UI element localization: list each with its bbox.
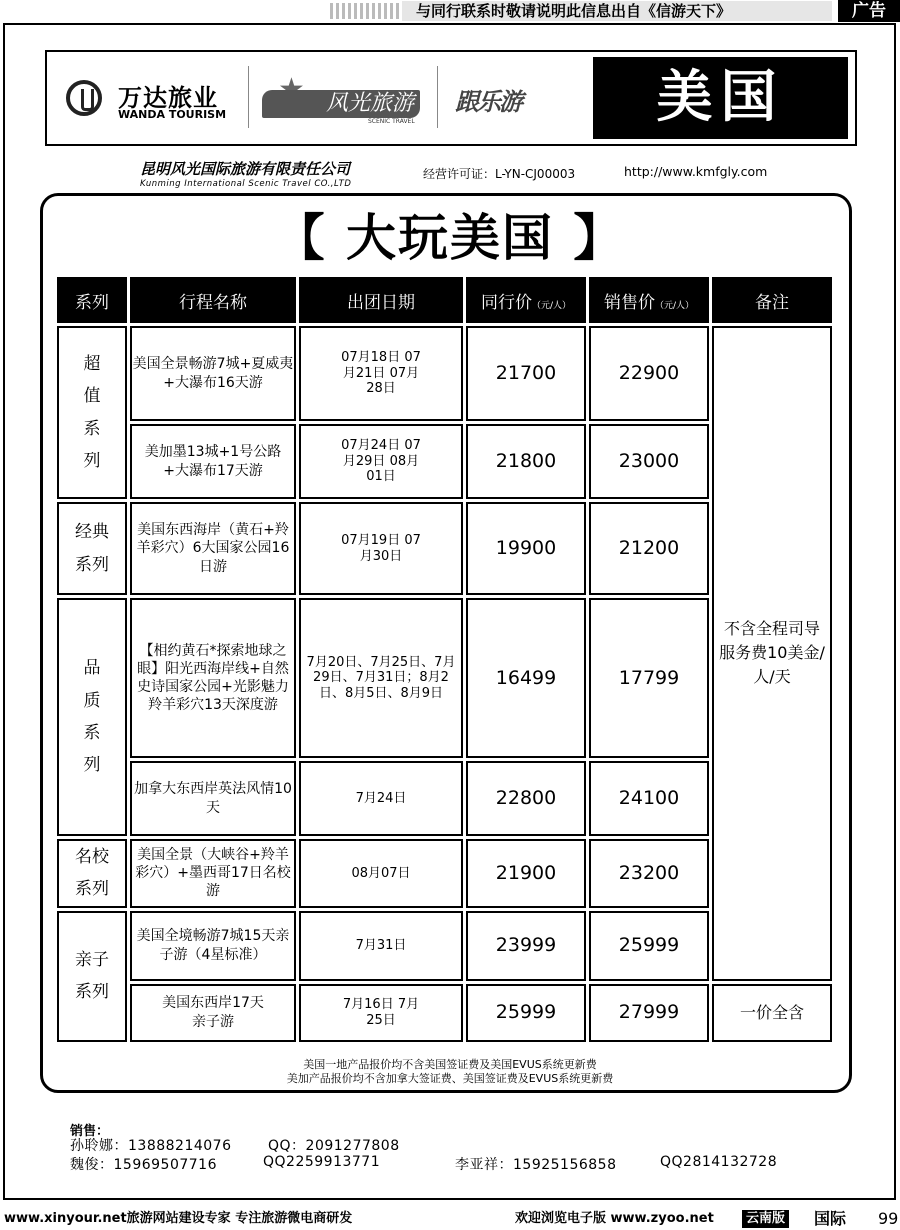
trade-price-label: 同行价 <box>480 292 532 313</box>
contact-name: 孙聆娜：13888214076 <box>70 1138 232 1154</box>
fengguang-name-en: SCENIC TRAVEL <box>368 118 415 125</box>
wanda-logo <box>62 78 242 126</box>
wanda-name: 万达旅业 <box>118 84 218 112</box>
series-cell <box>57 502 127 595</box>
headline: 【 大玩美国 】 <box>274 209 626 267</box>
col-remarks: 备注 <box>712 277 832 323</box>
route-cell: 美国全景畅游7城+夏威夷+大瀑布16天游 <box>130 326 296 421</box>
trade-price-cell: 23999 <box>466 911 586 981</box>
series-label: 名校系列 <box>75 847 109 900</box>
retail-price-cell: 23000 <box>589 424 709 499</box>
date-cell <box>299 984 463 1042</box>
col-route: 行程名称 <box>130 277 296 323</box>
banner-stripe <box>330 3 400 19</box>
retail-price-cell: 25999 <box>589 911 709 981</box>
series-label: 经典系列 <box>75 522 109 575</box>
col-series: 系列 <box>57 277 127 323</box>
route-cell: 美国全景（大峡谷+羚羊彩穴）+墨西哥17日名校游 <box>130 839 296 908</box>
company-website-link[interactable]: http://www.kmfgly.com <box>624 164 768 179</box>
series-cell <box>57 911 127 1042</box>
wanda-emblem-icon <box>66 80 102 116</box>
banner-notice: 与同行联系时敬请说明此信息出自《信游天下》 <box>402 1 832 21</box>
company-name <box>140 158 351 189</box>
table-header-row <box>57 277 832 323</box>
route-cell: 美加墨13城+1号公路+大瀑布17天游 <box>130 424 296 499</box>
route-cell: 【相约黄石*探索地球之眼】阳光西海岸线+自然史诗国家公园+光影魅力羚羊彩穴13天深度游 <box>130 598 296 758</box>
trade-price-cell: 22800 <box>466 761 586 836</box>
route-cell <box>130 984 296 1042</box>
retail-price-cell: 24100 <box>589 761 709 836</box>
page-footer <box>0 1208 900 1230</box>
date-text: 07月18日 07月21日 07月28日 <box>341 350 421 397</box>
retail-price-label: 销售价 <box>603 292 655 313</box>
retail-price-cell: 22900 <box>589 326 709 421</box>
footnote-line: 美国一地产品报价均不含美国签证费及美国EVUS系统更新费 <box>303 1058 597 1071</box>
col-trade-price <box>466 277 586 323</box>
trade-price-cell: 25999 <box>466 984 586 1042</box>
date-text: 07月24日 07月29日 08月01日 <box>341 438 421 485</box>
date-cell <box>299 424 463 499</box>
col-retail-price <box>589 277 709 323</box>
category-label: 国际 <box>814 1209 847 1228</box>
series-cell <box>57 598 127 836</box>
contact-name: 魏俊：15969507716 <box>70 1157 217 1173</box>
date-cell: 7月31日 <box>299 911 463 981</box>
route-cell: 加拿大东西岸英法风情10天 <box>130 761 296 836</box>
trade-price-cell: 21700 <box>466 326 586 421</box>
table-row <box>57 326 832 421</box>
edition-badge: 云南版 <box>742 1210 789 1228</box>
series-cell <box>57 326 127 499</box>
page-number: 99 <box>878 1209 899 1228</box>
trade-price-cell: 16499 <box>466 598 586 758</box>
logo-divider <box>437 66 438 128</box>
date-text: 07月19日 07月30日 <box>341 532 421 564</box>
remark-text: 不含全程司导服务费10美金/人/天 <box>719 619 825 687</box>
contact-qq: QQ：2091277808 <box>268 1138 400 1154</box>
table-row <box>57 984 832 1042</box>
footer-left-text: www.xinyour.net旅游网站建设专家 专注旅游微电商研发 <box>4 1211 353 1226</box>
series-label: 超值系列 <box>83 353 101 471</box>
remarks-cell-last: 一价全含 <box>712 984 832 1042</box>
date-cell: 7月20日、7月25日、7月29日、7月31日；8月2日、8月5日、8月9日 <box>299 598 463 758</box>
footnotes <box>0 1058 900 1086</box>
tour-price-table <box>54 274 835 1045</box>
remarks-cell <box>712 326 832 981</box>
col-dates: 出团日期 <box>299 277 463 323</box>
retail-price-cell: 21200 <box>589 502 709 595</box>
route-text: 美国东西岸17天亲子游 <box>162 995 264 1030</box>
retail-price-cell: 27999 <box>589 984 709 1042</box>
sales-label: 销售： <box>70 1124 110 1139</box>
trade-price-cell: 21800 <box>466 424 586 499</box>
license-number: 经营许可证：L-YN-CJ00003 <box>423 167 576 181</box>
footer-website-link[interactable]: 欢迎浏览电子版 www.zyoo.net <box>515 1211 714 1226</box>
route-cell: 美国东西海岸（黄石+羚羊彩穴）6大国家公园16日游 <box>130 502 296 595</box>
retail-price-cell: 23200 <box>589 839 709 908</box>
series-label: 品质系列 <box>83 658 101 776</box>
date-cell <box>299 502 463 595</box>
top-banner <box>0 0 900 22</box>
date-cell <box>299 326 463 421</box>
country-title: 美国 <box>593 57 848 139</box>
wanda-name-en: WANDA TOURISM <box>118 108 227 121</box>
date-cell: 7月24日 <box>299 761 463 836</box>
date-cell: 08月07日 <box>299 839 463 908</box>
genle-logo: 跟乐游 <box>455 88 521 116</box>
trade-price-cell: 21900 <box>466 839 586 908</box>
retail-price-unit: （元/人） <box>654 300 695 311</box>
logo-divider <box>248 66 249 128</box>
footnote-line: 美加产品报价均不含加拿大签证费、美国签证费及EVUS系统更新费 <box>286 1072 614 1085</box>
date-text: 7月16日 7月25日 <box>342 997 420 1028</box>
ad-label: 广告 <box>838 0 900 22</box>
company-name-cn: 昆明风光国际旅游有限责任公司 <box>140 160 351 178</box>
fengguang-name: 风光旅游 <box>262 90 420 118</box>
series-label: 亲子系列 <box>75 949 109 1003</box>
contact-qq: QQ2259913771 <box>263 1154 381 1170</box>
trade-price-unit: （元/人） <box>531 300 572 311</box>
contact-name: 李亚祥：15925156858 <box>455 1157 617 1173</box>
series-cell <box>57 839 127 908</box>
contact-qq: QQ2814132728 <box>660 1154 778 1170</box>
company-name-en: Kunming International Scenic Travel CO.,LTD <box>140 179 352 189</box>
fengguang-logo <box>258 72 423 127</box>
route-cell: 美国全境畅游7城15天亲子游（4星标准） <box>130 911 296 981</box>
retail-price-cell: 17799 <box>589 598 709 758</box>
trade-price-cell: 19900 <box>466 502 586 595</box>
